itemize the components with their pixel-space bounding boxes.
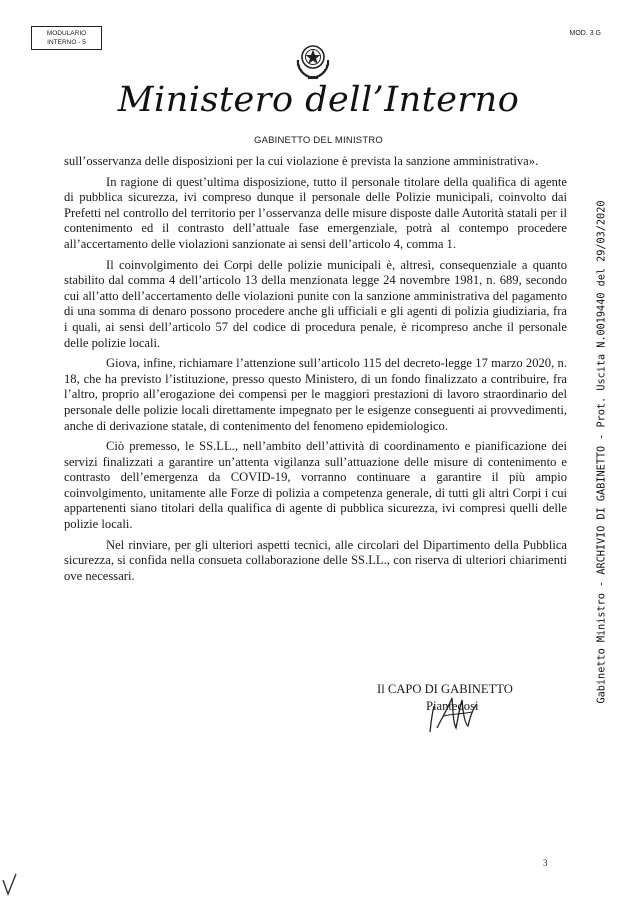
- protocol-stamp-text: Gabinetto Ministro - ARCHIVIO DI GABINETTO - Prot. Uscita N.0019440 del 29/03/2020: [596, 200, 608, 704]
- paragraph: Ciò premesso, le SS.LL., nell’ambito dell’attività di coordinamento e pianificazione dei servizi finalizzati a garantire un’attenta vigilanza sull’attuazione delle misure di contenimento e contrasto dell’emergenza da COVID-19, vorranno continuare a garantire il più ampio coinvolgimento, unitamente alle Forze di polizia a competenza generale, di tutti gli altri Corpi i cui appartenenti siano titolari della qualifica di agente di pubblica sicurezza, ivi compresi quelli delle polizie locali.: [64, 439, 567, 532]
- mod-code: MOD. 3 G: [569, 30, 601, 37]
- paragraph: Nel rinviare, per gli ulteriori aspetti tecnici, alle circolari del Dipartimento della Pubblica sicurezza, si confida nella consueta collaborazione delle SS.LL., con riserva di ulteriori chiarimenti ove necessari.: [64, 537, 567, 583]
- form-label-line1: MODULARIO: [46, 30, 87, 37]
- paragraph: Giova, infine, richiamare l’attenzione sull’articolo 115 del decreto-legge 17 marzo 2020, n. 18, che ha previsto l’istituzione, presso questo Ministero, di un fondo finalizzato a contribuire, fra l’altro, proprio all’erogazione dei compensi per le maggiori prestazioni di lavoro straordinario del personale delle polizie locali direttamente impegnato per le esigenze conseguenti ai provvedimenti, anche di derivazione statale, di contenimento del fenomeno epidemiologico.: [64, 356, 567, 433]
- handwritten-signature-icon: [422, 688, 487, 734]
- letter-body: [64, 154, 567, 584]
- form-label-line2: INTERNO - 5: [47, 39, 86, 46]
- republic-emblem-icon: [293, 38, 333, 82]
- page-number: 3: [543, 858, 548, 868]
- paragraph: sull’osservanza delle disposizioni per la cui violazione è prevista la sanzione amministrativa».: [64, 154, 539, 168]
- paragraph: Il coinvolgimento dei Corpi delle polizie municipali è, altresì, consequenziale a quanto stabilito dal comma 4 dell’articolo 13 della menzionata legge 24 novembre 1981, n. 689, secondo cui all’atto dell’accertamento delle violazioni punite con la sanzione amministrativa del pagamento di una somma di denaro possono procedere anche gli ufficiali e gli agenti di polizia giudiziaria, fra i quali, ai sensi dell’articolo 57 del codice di procedura penale, è ricompreso anche il personale delle polizie locali.: [64, 257, 567, 350]
- paragraph: In ragione di quest’ultima disposizione, tutto il personale titolare della qualifica di agente di pubblica sicurezza, ivi compreso dunque il personale delle Polizie municipali, coinvolto dai Prefetti nel controllo del territorio per l’osservanza delle misure disposte dalle Autorità statali per il contenimento ed il contrasto dell’attuale fase emergenziale, potrà al contempo procedere all’accertamento delle violazioni sanzionate ai sensi dell’articolo 4, comma 1.: [64, 174, 567, 251]
- cabinet-subheading: GABINETTO DEL MINISTRO: [254, 135, 383, 146]
- check-mark-icon: [0, 868, 20, 898]
- form-label-box: [31, 26, 102, 50]
- signature-name: Piantedosi: [426, 699, 479, 713]
- signature-title: Il CAPO DI GABINETTO: [377, 682, 513, 696]
- ministry-heading: Ministero dell’Interno: [117, 80, 520, 120]
